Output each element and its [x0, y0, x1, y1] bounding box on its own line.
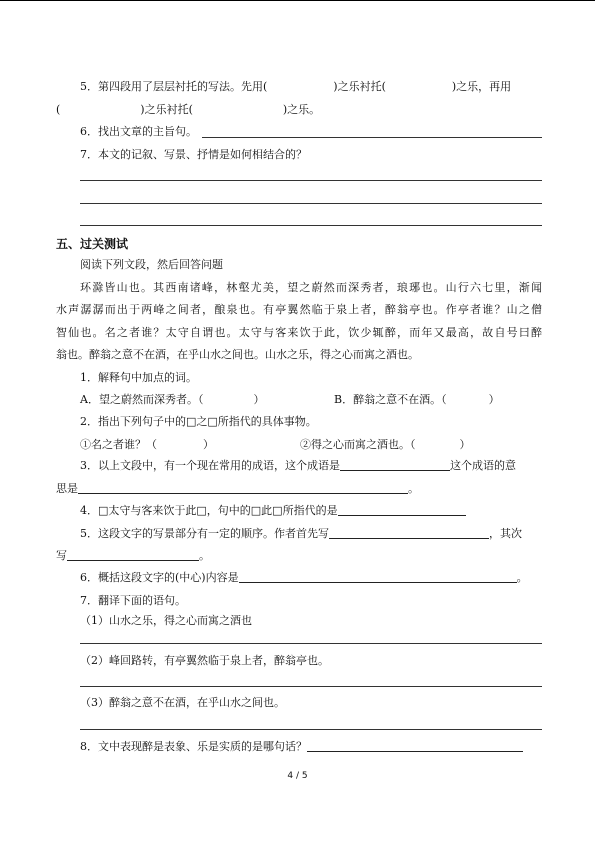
test-question-2: 2．指出下列句子中的□之□所指代的具体事物。 [80, 415, 317, 428]
test-question-7: 7．翻译下面的语句。 [80, 594, 186, 607]
test-question-5-line-1: 5．这段文字的写景部分有一定的顺序。作者首先写 ，其次 [80, 527, 522, 540]
test-question-4: 4．□太守与客来饮于此□，句中的□此□所指代的是 [80, 504, 466, 518]
test-question-8: 8．文中表现醉是表象、乐是实质的是哪句话？ [80, 740, 523, 754]
test-question-1-option-a: A．望之蔚然而深秀者。（ ） [80, 393, 265, 406]
answer-line[interactable] [80, 729, 542, 730]
reading-instruction: 阅读下列文段，然后回答问题 [80, 258, 223, 271]
answer-line[interactable] [202, 137, 542, 138]
test-question-1-option-b: B．醉翁之意不在酒。（ ） [334, 393, 500, 406]
test-question-2-item-2: ②得之心而寓之酒也。（ ） [300, 438, 471, 451]
answer-blank[interactable] [67, 549, 199, 561]
answer-line[interactable] [80, 225, 542, 226]
test-question-7-item-1: （1）山水之乐，得之心而寓之酒也 [80, 614, 252, 627]
passage-line-2: 水声潺潺而出于两峰之间者，酿泉也。有亭翼然临于泉上者，醉翁亭也。作亭者谁？山之僧 [56, 303, 542, 316]
test-question-1: 1．解释句中加点的词。 [80, 371, 197, 384]
answer-line[interactable] [80, 203, 542, 204]
test-question-6: 6．概括这段文字的(中心)内容是 。 [80, 571, 528, 584]
page-number: 4 / 5 [287, 771, 308, 781]
test-question-2-item-1: ①名之者谁？（ ） [80, 438, 214, 451]
answer-blank[interactable] [239, 571, 517, 583]
answer-line[interactable] [80, 180, 542, 181]
passage-line-3: 智仙也。名之者谁？太守自谓也。太守与客来饮于此，饮少辄醉，而年又最高，故自号曰醉 [56, 326, 542, 339]
test-question-5-line-2: 写 。 [56, 549, 210, 562]
test-question-7-item-3: （3）醉翁之意不在酒，在乎山水之间也。 [80, 696, 285, 709]
answer-blank[interactable] [338, 504, 466, 516]
answer-blank[interactable] [329, 527, 489, 539]
answer-line[interactable] [80, 686, 542, 687]
answer-blank[interactable] [78, 482, 408, 494]
test-question-3-line-1: 3．以上文段中，有一个现在常用的成语，这个成语是 这个成语的意 [80, 459, 516, 472]
question-5-line-2: ( )之乐衬托( )之乐。 [56, 103, 321, 116]
question-7: 7．本文的记叙、写景、抒情是如何相结合的？ [80, 148, 307, 161]
page-top-border [0, 0, 595, 1]
answer-blank[interactable] [307, 740, 523, 752]
answer-blank[interactable] [340, 459, 450, 471]
question-6: 6．找出文章的主旨句。 [80, 125, 197, 138]
test-question-3-line-2: 思是 。 [56, 482, 419, 495]
section-heading: 五、过关测试 [56, 237, 129, 251]
question-5-line-1: 5．第四段用了层层衬托的写法。先用( )之乐衬托( )之乐，再用 [80, 80, 512, 93]
passage-line-4: 翁也。醉翁之意不在酒，在乎山水之间也。山水之乐，得之心而寓之酒也。 [56, 348, 419, 361]
answer-line[interactable] [80, 643, 542, 644]
test-question-7-item-2: （2）峰回路转，有亭翼然临于泉上者，醉翁亭也。 [80, 654, 329, 667]
passage-line-1: 环滁皆山也。其西南诸峰，林壑尤美，望之蔚然而深秀者，琅琊也。山行六七里，渐闻 [80, 281, 542, 294]
